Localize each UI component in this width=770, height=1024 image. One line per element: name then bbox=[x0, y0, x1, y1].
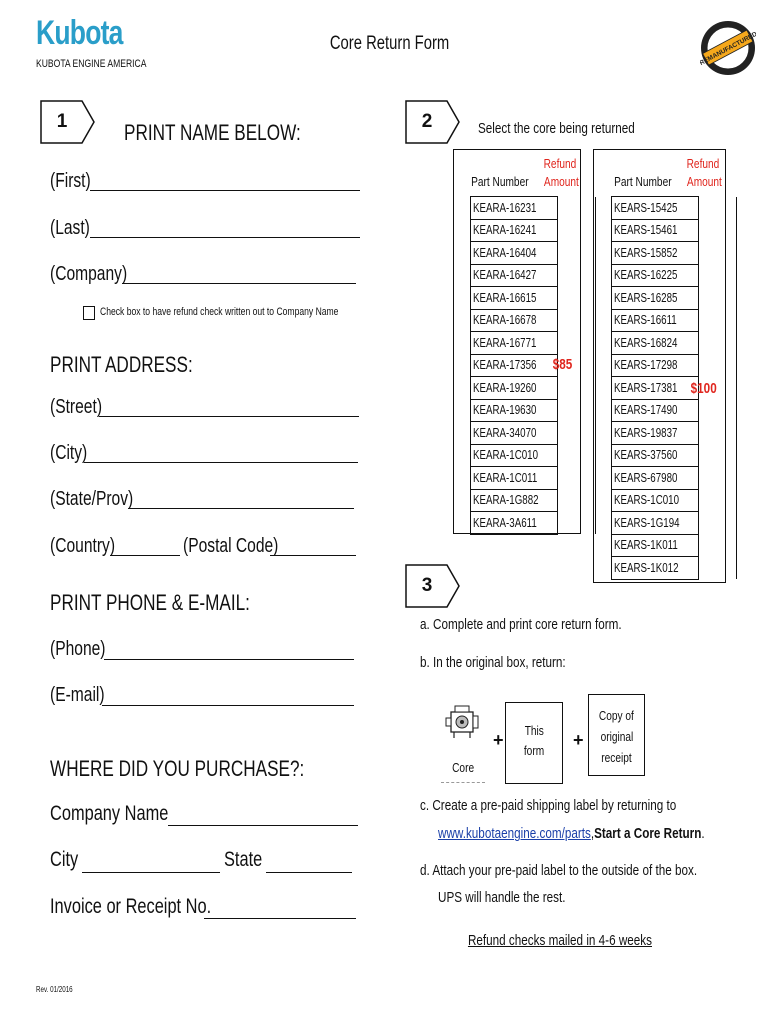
refund-amount-cell bbox=[699, 557, 737, 580]
part-number-cell[interactable]: KEARA-3A611 bbox=[471, 512, 558, 535]
plus-sign-1: + bbox=[493, 730, 504, 750]
part-number-cell[interactable]: KEARS-67980 bbox=[612, 467, 699, 490]
table-row bbox=[612, 422, 737, 445]
table-row bbox=[612, 489, 737, 512]
table-row bbox=[471, 332, 596, 355]
print-name-heading: PRINT NAME BELOW: bbox=[124, 120, 301, 145]
invoice-field[interactable] bbox=[204, 918, 356, 919]
step-3-d: d. Attach your pre-paid label to the outside of the box. bbox=[420, 862, 698, 879]
purchase-company-field[interactable] bbox=[168, 825, 358, 826]
refund-amount-cell bbox=[558, 444, 596, 467]
part-number-cell[interactable]: KEARA-16231 bbox=[471, 197, 558, 220]
part-number-cell[interactable]: KEARS-19837 bbox=[612, 422, 699, 445]
table-row bbox=[471, 219, 596, 242]
refund-amount-cell bbox=[558, 422, 596, 445]
this-form-box: This form bbox=[505, 702, 563, 784]
state-label: (State/Prov) bbox=[50, 488, 134, 510]
refund-amount-cell bbox=[699, 309, 737, 332]
part-number-cell[interactable]: KEARA-16678 bbox=[471, 309, 558, 332]
refund-amount-cell bbox=[699, 197, 737, 220]
table-a-header: Refund Part Number Amount bbox=[471, 156, 579, 189]
table-row bbox=[612, 332, 737, 355]
part-number-cell[interactable]: KEARA-16615 bbox=[471, 287, 558, 310]
refund-amount-cell bbox=[699, 512, 737, 535]
refund-amount-cell bbox=[699, 219, 737, 242]
part-number-cell[interactable]: KEARS-16611 bbox=[612, 309, 699, 332]
city-field[interactable] bbox=[84, 462, 358, 463]
table-row bbox=[471, 444, 596, 467]
postal-field[interactable] bbox=[270, 555, 356, 556]
table-row bbox=[612, 512, 737, 535]
step-3-marker: 3 bbox=[405, 564, 461, 608]
part-number-cell[interactable]: KEARA-17356 bbox=[471, 354, 558, 377]
state-field[interactable] bbox=[128, 508, 354, 509]
table-row bbox=[612, 534, 737, 557]
purchase-city-field[interactable] bbox=[82, 872, 220, 873]
refund-amount-cell bbox=[699, 422, 737, 445]
table-row bbox=[612, 264, 737, 287]
part-number-cell[interactable]: KEARA-16241 bbox=[471, 219, 558, 242]
step-3-a: a. Complete and print core return form. bbox=[420, 616, 622, 633]
step-3-d-line2: UPS will handle the rest. bbox=[438, 889, 566, 906]
part-number-cell[interactable]: KEARS-15461 bbox=[612, 219, 699, 242]
kubota-logo: Kubota bbox=[36, 14, 123, 52]
refund-amount-cell bbox=[558, 242, 596, 265]
phone-label: (Phone) bbox=[50, 638, 106, 660]
core-label: Core bbox=[452, 760, 474, 775]
step-2-instruction: Select the core being returned bbox=[478, 120, 635, 137]
last-name-label: (Last) bbox=[50, 217, 90, 239]
part-number-cell[interactable]: KEARA-34070 bbox=[471, 422, 558, 445]
part-number-cell[interactable]: KEARS-1C010 bbox=[612, 489, 699, 512]
print-address-heading: PRINT ADDRESS: bbox=[50, 352, 193, 377]
table-row bbox=[612, 444, 737, 467]
street-field[interactable] bbox=[99, 416, 359, 417]
core-baseline bbox=[441, 782, 485, 783]
refund-amount-cell bbox=[558, 309, 596, 332]
refund-amount-cell bbox=[558, 512, 596, 535]
refund-amount-cell bbox=[558, 377, 596, 400]
refund-amount-cell bbox=[699, 467, 737, 490]
country-label: (Country) bbox=[50, 535, 116, 557]
reman-seal-icon bbox=[700, 20, 756, 76]
refund-amount-cell bbox=[558, 287, 596, 310]
refund-amount-cell bbox=[699, 444, 737, 467]
step-1-marker: 1 bbox=[40, 100, 96, 144]
plus-sign-2: + bbox=[573, 730, 584, 750]
part-number-cell[interactable]: KEARS-1G194 bbox=[612, 512, 699, 535]
part-number-cell[interactable]: KEARS-15425 bbox=[612, 197, 699, 220]
refund-note: Refund checks mailed in 4-6 weeks bbox=[467, 932, 653, 949]
purchase-state-label: State bbox=[224, 848, 263, 871]
part-number-cell[interactable]: KEARS-17381 bbox=[612, 377, 699, 400]
part-number-cell[interactable]: KEARS-1K012 bbox=[612, 557, 699, 580]
country-field[interactable] bbox=[110, 555, 180, 556]
part-number-cell[interactable]: KEARS-37560 bbox=[612, 444, 699, 467]
refund-amount-cell bbox=[699, 287, 737, 310]
email-label: (E-mail) bbox=[50, 684, 105, 706]
part-number-cell[interactable]: KEARA-19630 bbox=[471, 399, 558, 422]
table-row bbox=[612, 557, 737, 580]
table-row bbox=[612, 197, 737, 220]
table-row bbox=[612, 219, 737, 242]
step-2-marker: 2 bbox=[405, 100, 461, 144]
table-row bbox=[612, 287, 737, 310]
svg-text:REMANUFACTURED: REMANUFACTURED bbox=[700, 30, 756, 67]
table-row bbox=[471, 287, 596, 310]
part-number-cell[interactable]: KEARS-16225 bbox=[612, 264, 699, 287]
table-row bbox=[612, 242, 737, 265]
revision-label: Rev. 01/2016 bbox=[36, 985, 73, 994]
last-name-field[interactable] bbox=[90, 237, 360, 238]
table-row bbox=[471, 242, 596, 265]
refund-amount-cell bbox=[558, 332, 596, 355]
first-name-field[interactable] bbox=[90, 190, 360, 191]
purchase-heading: WHERE DID YOU PURCHASE?: bbox=[50, 756, 305, 781]
refund-amount-cell bbox=[699, 534, 737, 557]
refund-amount-cell bbox=[699, 399, 737, 422]
refund-amount-b: $100 bbox=[690, 380, 718, 397]
table-row bbox=[471, 422, 596, 445]
part-number-cell[interactable]: KEARA-1C010 bbox=[471, 444, 558, 467]
part-number-cell[interactable]: KEARA-16404 bbox=[471, 242, 558, 265]
part-number-cell[interactable]: KEARA-16771 bbox=[471, 332, 558, 355]
street-label: (Street) bbox=[50, 396, 103, 418]
checkbox-label: Check box to have refund check written out to Company Name bbox=[100, 306, 339, 318]
table-row bbox=[612, 309, 737, 332]
table-row bbox=[471, 197, 596, 220]
table-row bbox=[471, 309, 596, 332]
part-number-cell[interactable]: KEARS-17298 bbox=[612, 354, 699, 377]
table-row bbox=[612, 399, 737, 422]
part-number-cell[interactable]: KEARS-15852 bbox=[612, 242, 699, 265]
part-number-cell[interactable]: KEARS-17490 bbox=[612, 399, 699, 422]
engine-core-icon bbox=[444, 702, 482, 742]
part-number-cell[interactable]: KEARA-1G882 bbox=[471, 489, 558, 512]
kubota-parts-link[interactable]: www.kubotaengine.com/parts bbox=[438, 825, 591, 842]
refund-amount-a: $85 bbox=[553, 356, 573, 373]
step-3-c: c. Create a pre-paid shipping label by returning to bbox=[420, 797, 677, 814]
purchase-company-label: Company Name bbox=[50, 802, 169, 825]
table-row bbox=[471, 489, 596, 512]
phone-field[interactable] bbox=[104, 659, 354, 660]
part-number-cell[interactable]: KEARS-16824 bbox=[612, 332, 699, 355]
part-number-cell[interactable]: KEARS-16285 bbox=[612, 287, 699, 310]
refund-amount-cell bbox=[558, 197, 596, 220]
refund-to-company-checkbox[interactable] bbox=[83, 306, 95, 320]
refund-amount-cell bbox=[699, 354, 737, 377]
refund-amount-cell bbox=[558, 467, 596, 490]
receipt-box: Copy of original receipt bbox=[588, 694, 645, 776]
refund-amount-cell bbox=[699, 242, 737, 265]
refund-amount-cell bbox=[558, 399, 596, 422]
table-row bbox=[471, 264, 596, 287]
first-name-label: (First) bbox=[50, 170, 91, 192]
refund-amount-cell bbox=[699, 489, 737, 512]
table-row bbox=[471, 512, 596, 535]
table-b-header: Refund Part Number Amount bbox=[614, 156, 722, 189]
city-label: (City) bbox=[50, 442, 88, 464]
part-number-cell[interactable]: KEARA-19260 bbox=[471, 377, 558, 400]
table-row bbox=[612, 354, 737, 377]
refund-amount-cell bbox=[558, 264, 596, 287]
refund-amount-cell bbox=[558, 219, 596, 242]
refund-amount-cell bbox=[699, 264, 737, 287]
step-3-c-line2: www.kubotaengine.com/parts,Start a Core Return. bbox=[438, 825, 705, 842]
page-title: Core Return Form bbox=[330, 33, 450, 54]
table-row bbox=[471, 377, 596, 400]
company-label: (Company) bbox=[50, 263, 128, 285]
postal-label: (Postal Code) bbox=[183, 535, 279, 557]
table-row bbox=[471, 399, 596, 422]
logo-subtitle: KUBOTA ENGINE AMERICA bbox=[36, 58, 147, 70]
refund-amount-cell bbox=[699, 332, 737, 355]
part-number-cell[interactable]: KEARA-16427 bbox=[471, 264, 558, 287]
purchase-state-field[interactable] bbox=[266, 872, 352, 873]
invoice-label: Invoice or Receipt No. bbox=[50, 895, 212, 918]
print-phone-heading: PRINT PHONE & E-MAIL: bbox=[50, 590, 250, 615]
refund-amount-cell bbox=[558, 489, 596, 512]
table-row bbox=[471, 467, 596, 490]
company-field[interactable] bbox=[122, 283, 356, 284]
step-3-b: b. In the original box, return: bbox=[420, 654, 566, 671]
part-number-cell[interactable]: KEARS-1K011 bbox=[612, 534, 699, 557]
part-number-cell[interactable]: KEARA-1C011 bbox=[471, 467, 558, 490]
table-row bbox=[612, 467, 737, 490]
purchase-city-label: City bbox=[50, 848, 79, 871]
email-field[interactable] bbox=[102, 705, 354, 706]
